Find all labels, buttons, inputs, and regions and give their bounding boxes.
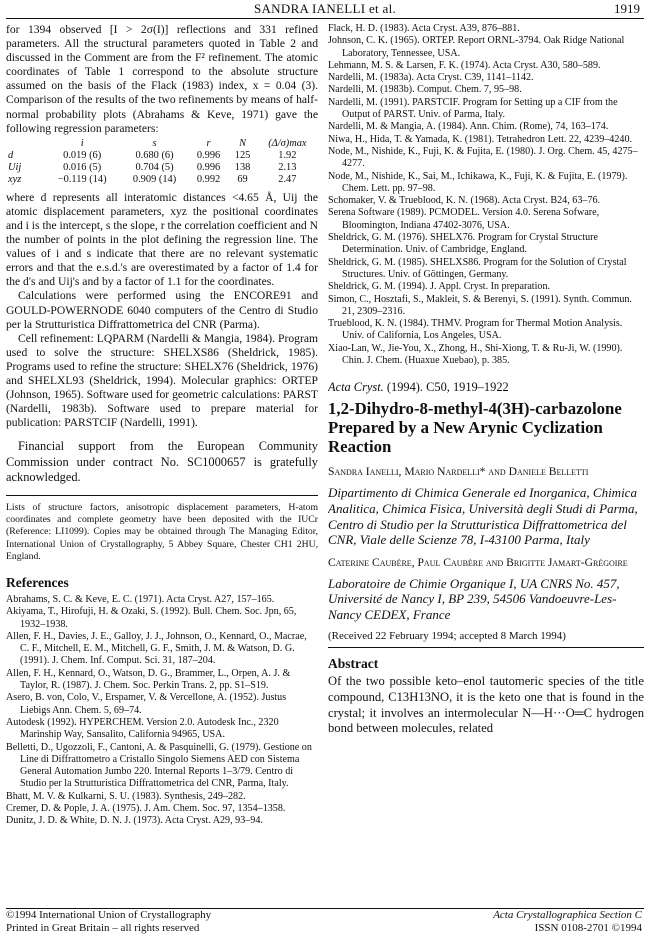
- table-row: [6, 162, 318, 174]
- table-cell: −0.119 (14): [57, 173, 107, 185]
- reference-item: Bhatt, M. V. & Kulkarni, S. U. (1983). Synthesis, 249–282.: [6, 790, 246, 802]
- table-header: N: [239, 137, 247, 149]
- journal-name: Acta Cryst.: [328, 380, 384, 395]
- table-cell: 0.909 (14): [132, 173, 177, 185]
- calculations-paragraph: Calculations were performed using the ENCORE91 and GOULD-POWERNODE 6040 computers of the Centro di Studio per la Strutturistica Diffrattometrica del CNR (Parma).: [6, 289, 318, 331]
- header-rule: [6, 18, 644, 19]
- table-cell: 0.996: [196, 161, 221, 173]
- abstract-rule: [328, 647, 644, 648]
- table-cell: 138: [234, 161, 251, 173]
- table-cell: 1.92: [278, 149, 297, 161]
- running-author: SANDRA IANELLI et al.: [253, 1, 397, 16]
- deposit-note: Lists of structure factors, anisotropic displacement parameters, H-atom coordinates and complete geometry have been deposited with the IUCr (Reference: LI1099). Copies may be obtained through The Managing Editor, International Union of Crystallography, 5 Abbey Square, Chester CH1 2HU, England.: [6, 501, 318, 562]
- table-header: [6, 138, 44, 150]
- reference-item: Sheldrick, G. M. (1994). J. Appl. Cryst. In preparation.: [328, 281, 551, 293]
- reference-item: Allen, F. H., Kennard, O., Watson, D. G., Brammer, L., Orpen, A. J. & Taylor, R. (1987). J. Chem. Soc. Perkin Trans. 2, pp. S1–S19.: [6, 667, 291, 692]
- table-cell: 2.13: [278, 161, 297, 173]
- table-cell: 0.996: [196, 149, 221, 161]
- table-header: (Δ/σ)max: [268, 137, 307, 149]
- author-group-1: Sandra Ianelli, Mario Nardelli* and Daniele Belletti: [328, 465, 589, 479]
- reference-item: Autodesk (1992). HYPERCHEM. Version 2.0. Autodesk Inc., 2320 Marinship Way, Sansalito, California 94965, USA.: [6, 716, 279, 741]
- reference-item: Node, M., Nishide, K., Fuji, K. & Fujita, E. (1980). J. Org. Chem. 45, 4275–4277.: [328, 145, 638, 170]
- reference-item: Lehmann, M. S. & Larsen, F. K. (1974). Acta Cryst. A30, 580–589.: [328, 59, 601, 71]
- reference-item: Sheldrick, G. M. (1976). SHELX76. Program for Crystal Structure Determination. Univ. of Cambridge, England.: [328, 232, 598, 256]
- table-cell: 0.019 (6): [63, 149, 102, 161]
- refinement-paragraph: for 1394 observed [I > 2σ(I)] reflections and 331 refined parameters. All the structural parameters quoted in Table 2 and discussed in the Comment are from the F² refinement. The atomic coordinates of Table 1 correspond to the absolute structure assumed on the basis of the Flack (1983) index, x = 0.04 (3). Comparison of the results of the two refinements by means of half-normal probability plots (Abrahams & Keve, 1971) gave the following regression parameters:: [6, 23, 318, 135]
- table-cell: 0.016 (5): [63, 161, 102, 173]
- software-paragraph: Cell refinement: LQPARM (Nardelli & Mangia, 1984). Program used to solve the structure: SHELXS86 (Sheldrick, 1985). Programs used to refine the structure: SHELX76 (Sheldrick, 1976) and SHELXL93 (Sheldrick, 1994). Molecular graphics: ORTEP (Johnson, 1965). Software used for geometric calculations: PARST (Nardelli, 1983b). Software used to prepare material for publication: PARSTCIF (Nardelli, 1991).: [6, 331, 318, 430]
- journal-citation: [328, 380, 644, 395]
- table-header: r: [206, 137, 211, 149]
- table-cell: 0.704 (5): [135, 161, 174, 173]
- reference-item: Nardelli, M. (1983a). Acta Cryst. C39, 1141–1142.: [328, 72, 534, 84]
- abstract-heading: Abstract: [328, 656, 379, 672]
- reference-item: Niwa, H., Hida, T. & Yamada, K. (1981). Tetrahedron Lett. 22, 4239–4240.: [328, 133, 633, 145]
- left-column: [6, 23, 318, 828]
- received-dates: (Received 22 February 1994; accepted 8 March 1994): [328, 630, 566, 643]
- reference-item: Belletti, D., Ugozzoli, F., Cantoni, A. & Pasquinelli, G. (1979). Gestione on Line di Diffrattometro a Cristallo Singolo Siemens AED con Sistema General Automation Jumbo 220. Internal Reports 1–3/79. Centro di Studio per la Strutturistica Diffrattometrica del CNR, Parma, Italy.: [6, 741, 312, 790]
- reference-item: Dunitz, J. D. & White, D. N. J. (1973). Acta Cryst. A29, 93–94.: [6, 815, 263, 827]
- reference-item: Serena Software (1989). PCMODEL. Version 4.0. Serena Sofware, Bloomington, Indiana 47402-3076, USA.: [328, 207, 600, 231]
- table-cell: 0.680 (6): [135, 149, 174, 161]
- abstract-text: Of the two possible keto–enol tautomeric species of the title compound, C13H13NO, it is the keto one that is found in the crystal; it involves an intermolecular N—H···O═C hydrogen bond between molecules, related: [328, 674, 644, 736]
- footer-left: [6, 909, 211, 934]
- table-cell: 0.992: [196, 173, 221, 185]
- reference-item: Sheldrick, G. M. (1985). SHELXS86. Program for the Solution of Crystal Structures. Univ. of Göttingen, Germany.: [328, 256, 627, 280]
- funding-acknowledgement: Financial support from the European Community Commission under contract No. SC1000657 is gratefully acknowledged.: [6, 439, 318, 484]
- table-row: [6, 150, 318, 162]
- reference-item: Nardelli, M. (1991). PARSTCIF. Program for Setting up a CIF from the Output of PARST. Univ. of Parma, Italy.: [328, 96, 618, 121]
- table-cell: d: [8, 149, 14, 161]
- article-title: 1,2-Dihydro-8-methyl-4(3H)-carbazolone Prepared by a New Arynic Cyclization Reaction: [328, 399, 622, 457]
- reference-item: Trueblood, K. N. (1984). THMV. Program for Thermal Motion Analysis. Univ. of California, Los Angeles, USA.: [328, 318, 623, 342]
- regression-table: [6, 138, 318, 186]
- references-heading: References: [6, 574, 69, 590]
- table-header: s: [152, 137, 157, 149]
- reference-item: Nardelli, M. & Mangia, A. (1984). Ann. Chim. (Rome), 74, 163–174.: [328, 121, 609, 133]
- journal-section: Acta Crystallographica Section C: [493, 909, 642, 921]
- issn-line: ISSN 0108-2701 ©1994: [534, 921, 642, 934]
- affiliation-2: Laboratoire de Chimie Organique I, UA CNRS No. 457, Université de Nancy I, BP 239, 54506 Vandoeuvre-Les-Nancy CEDEX, France: [328, 575, 620, 622]
- journal-volume-pages: (1994). C50, 1919–1922: [386, 380, 509, 395]
- reference-list-right: [328, 23, 644, 367]
- deposit-rule: [6, 495, 318, 496]
- author-group-2: Caterine Caubère, Paul Caubère and Brigitte Jamart-Grégoire: [328, 555, 628, 569]
- table-cell: xyz: [8, 173, 22, 185]
- running-header: [0, 0, 650, 18]
- table-row: [6, 174, 318, 186]
- reference-item: Johnson, C. K. (1965). ORTEP. Report ORNL-3794. Oak Ridge National Laboratory, Tennessee, USA.: [328, 35, 625, 59]
- reference-item: Simon, C., Hosztafi, S., Makleit, S. & Berenyi, S. (1991). Synth. Commun. 21, 2309–2316.: [328, 293, 632, 317]
- reference-item: Flack, H. D. (1983). Acta Cryst. A39, 876–881.: [328, 23, 520, 34]
- affiliation-1: Dipartimento di Chimica Generale ed Inorganica, Chimica Analitica, Chimica Fisica, Università degli Studi di Parma, Centro di Studio per la Strutturistica Diffrattometrica del CNR, Viale delle Scienze 78, I-43100 Parma, Italy: [328, 485, 638, 548]
- reference-item: Allen, F. H., Davies, J. E., Galloy, J. J., Johnson, O., Kennard, O., Macrae, C. F., Mitchell, E. M., Mitchell, G. F., Smith, J. M. & Watson, D. G. (1991). J. Chem. Inf. Comput. Sci. 31, 187–204.: [6, 630, 307, 667]
- reference-item: Schomaker, V. & Trueblood, K. N. (1968). Acta Cryst. B24, 63–76.: [328, 195, 601, 207]
- reference-item: Abrahams, S. C. & Keve, E. C. (1971). Acta Cryst. A27, 157–165.: [6, 593, 275, 605]
- reference-item: Xiao-Lan, W., Jie-You, X., Zhong, H., Shi-Xiong, T. & Ru-Ji, W. (1990). Chin. J. Chem. (Huaxue Xuebao), p. 385.: [328, 342, 623, 367]
- regression-explanation: where d represents all interatomic distances <4.65 Å, Uij the atomic displacement parameters, xyz the positional coordinates and i is the intercept, s the slope, r the correlation coefficient and N the number of points in the plot defining the regression line. The values of i and s indicate that there are no relevant systematic errors and that the e.s.d.'s are overestimated by a factor of 1.4 for the d's and Uij's and by a factor of 1.1 for the coordinates.: [6, 190, 318, 289]
- right-column: [328, 23, 644, 737]
- reference-list-left: [6, 594, 318, 828]
- printed-line: Printed in Great Britain – all rights reserved: [6, 921, 200, 934]
- reference-item: Cremer, D. & Pople, J. A. (1975). J. Am. Chem. Soc. 97, 1354–1358.: [6, 803, 286, 815]
- reference-item: Node, M., Nishide, K., Sai, M., Ichikawa, K., Fuji, K. & Fujita, E. (1979). Chem. Lett. pp. 97–98.: [328, 170, 628, 194]
- table-cell: 2.47: [278, 173, 297, 185]
- table-header: i: [80, 137, 84, 149]
- reference-item: Akiyama, T., Hirofuji, H. & Ozaki, S. (1992). Bull. Chem. Soc. Jpn, 65, 1932–1938.: [6, 606, 297, 630]
- copyright-line: ©1994 International Union of Crystallography: [6, 909, 212, 921]
- footer-right: [493, 909, 642, 934]
- reference-item: Nardelli, M. (1983b). Comput. Chem. 7, 95–98.: [328, 84, 522, 96]
- reference-item: Asero, B. von, Colo, V., Erspamer, V. & Vercellone, A. (1952). Justus Liebigs Ann. Chem. 5, 69–74.: [6, 692, 287, 716]
- table-cell: 69: [237, 173, 248, 185]
- table-cell: Uij: [8, 161, 22, 173]
- page-number: 1919: [614, 1, 640, 16]
- table-cell: 125: [234, 149, 251, 161]
